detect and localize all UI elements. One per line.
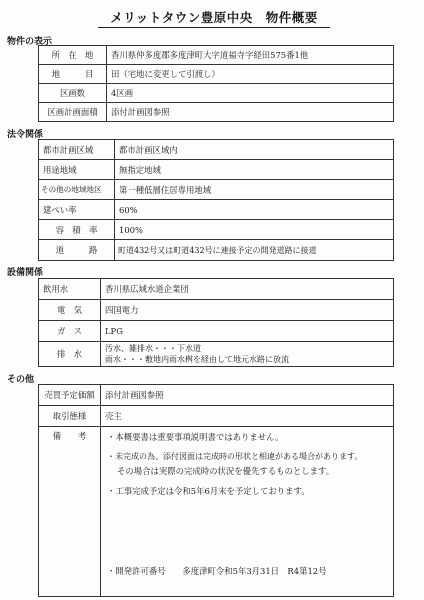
remarks-note: ・開発許可番号 多度津町令和5年3月31日 R4第12号 xyxy=(107,566,327,576)
property-label-lot-count: 区画数 xyxy=(39,84,107,103)
table-row xyxy=(39,200,394,220)
table-row xyxy=(39,65,394,84)
legal-value-floor-area-ratio: 100% xyxy=(115,220,394,240)
table-row xyxy=(39,300,394,321)
other-value-sale-price: 添付計画図参照 xyxy=(101,385,394,406)
property-label-location: 所 在 地 xyxy=(39,46,107,65)
table-row xyxy=(39,84,394,103)
other-label-sale-price: 売買予定価額 xyxy=(39,385,101,406)
facilities-label-drainage: 排 水 xyxy=(39,342,101,367)
table-row xyxy=(39,385,394,406)
table-row xyxy=(39,321,394,342)
section-heading-property: 物件の表示 xyxy=(7,37,53,47)
table-row xyxy=(39,279,394,300)
legal-value-other-districts: 第一種低層住居専用地域 xyxy=(115,180,394,200)
facilities-value-drainage xyxy=(101,342,394,367)
table-row xyxy=(39,180,394,200)
property-value-lot-area: 添付計画図参照 xyxy=(107,103,394,122)
table-row xyxy=(39,342,394,367)
facilities-label-water: 飲用水 xyxy=(39,279,101,300)
section-heading-legal: 法令関係 xyxy=(7,130,44,140)
property-label-lot-area: 区画計画面積 xyxy=(39,103,107,122)
other-value-transaction-type: 売主 xyxy=(101,406,394,427)
remarks-note: その場合は実際の完成時の状況を優先するものとします。 xyxy=(117,466,335,476)
legal-table xyxy=(38,139,394,261)
remarks-note: ・本概要書は重要事項説明書ではありません。 xyxy=(107,432,284,442)
document-title: メリットタウン豊原中央 物件概要 xyxy=(98,8,330,28)
drainage-line-sewage: 汚水、雑排水・・・下水道 xyxy=(105,344,201,353)
legal-label-coverage-ratio: 建ぺい率 xyxy=(39,200,115,220)
table-row xyxy=(39,406,394,427)
section-heading-other: その他 xyxy=(7,375,35,385)
property-value-lot-count: 4区画 xyxy=(107,84,394,103)
legal-value-city-planning: 都市計画区域内 xyxy=(115,140,394,160)
facilities-label-gas: ガ ス xyxy=(39,321,101,342)
facilities-value-water: 香川県広域水道企業団 xyxy=(101,279,394,300)
property-table xyxy=(38,45,394,122)
remarks-note: ・未完成の為、添付図面は完成時の形状と相違がある場合があります。 xyxy=(107,452,363,461)
property-value-location: 香川県仲多度郡多度津町大字道福寺字経田575番1他 xyxy=(107,46,394,65)
remarks-note: ・工事完成予定は令和5年6月末を予定しております。 xyxy=(107,486,310,496)
table-row xyxy=(39,46,394,65)
drainage-line-rainwater: 雨水・・・敷地内雨水桝を経由して地元水路に放流 xyxy=(105,355,289,364)
other-label-transaction-type: 取引態様 xyxy=(39,406,101,427)
legal-label-floor-area-ratio: 容 積 率 xyxy=(39,220,115,240)
legal-value-zoning: 無指定地域 xyxy=(115,160,394,180)
facilities-label-electricity: 電 気 xyxy=(39,300,101,321)
table-row xyxy=(39,140,394,160)
remarks-notes xyxy=(101,427,394,597)
property-label-land-category: 地 目 xyxy=(39,65,107,84)
facilities-table xyxy=(38,278,394,367)
table-row xyxy=(39,103,394,122)
legal-label-city-planning: 都市計画区域 xyxy=(39,140,115,160)
table-row xyxy=(39,240,394,261)
legal-label-road: 道 路 xyxy=(39,240,115,261)
other-table xyxy=(38,384,394,597)
legal-label-zoning: 用途地域 xyxy=(39,160,115,180)
other-label-remarks: 備 考 xyxy=(39,427,101,597)
table-row xyxy=(39,160,394,180)
facilities-value-electricity: 四国電力 xyxy=(101,300,394,321)
legal-value-road: 町道432号又は町道432号に連接予定の開発道路に接道 xyxy=(115,240,394,261)
legal-value-coverage-ratio: 60% xyxy=(115,200,394,220)
section-heading-facilities: 設備関係 xyxy=(7,268,44,278)
property-value-land-category: 田（宅地に変更して引渡し） xyxy=(107,65,394,84)
table-row xyxy=(39,220,394,240)
table-row xyxy=(39,427,394,597)
legal-label-other-districts: その他の地域地区 xyxy=(39,180,115,200)
facilities-value-gas: LPG xyxy=(101,321,394,342)
